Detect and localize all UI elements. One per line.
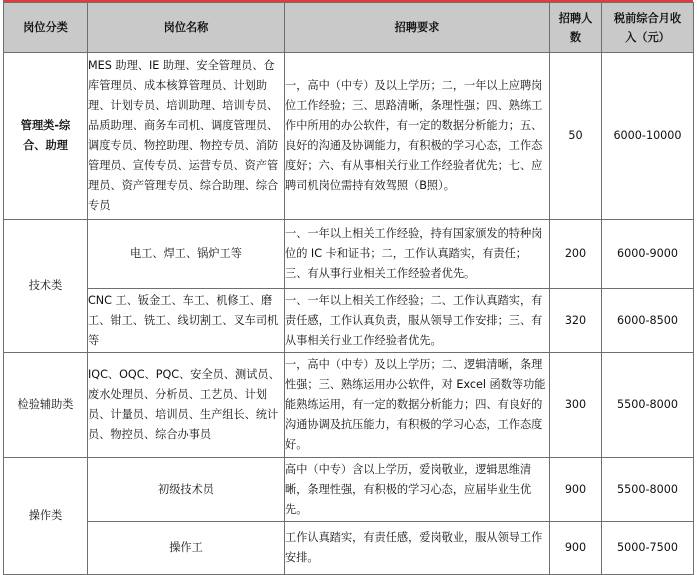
recruitment-table (3, 2, 694, 575)
headcount-cell: 320 (550, 289, 602, 353)
requirements-cell: 一、一年以上相关工作经验；二、工作认真踏实，有责任感，工作认真负责，服从领导工作安排；三、有从事相关行业工作经验者优先。 (285, 289, 550, 353)
requirements-cell: 高中（中专）含以上学历，爱岗敬业，逻辑思维清晰，条理性强，有积极的学习心态，应届毕业生优先。 (285, 458, 550, 522)
position-cell: CNC 工、钣金工、车工、机修工、磨工、钳工、铣工、线切割工、叉车司机等 (88, 289, 285, 353)
header-headcount: 招聘人数 (550, 3, 602, 53)
category-cell: 检验辅助类 (4, 353, 88, 458)
salary-cell: 5500-8000 (602, 458, 694, 522)
table-row (4, 53, 694, 220)
salary-cell: 6000-10000 (602, 53, 694, 220)
table-row (4, 289, 694, 353)
requirements-cell: 工作认真踏实，有责任感，爱岗敬业，服从领导工作安排。 (285, 522, 550, 575)
position-cell: 电工、焊工、锅炉工等 (88, 220, 285, 289)
salary-cell: 5500-8000 (602, 353, 694, 458)
category-cell: 管理类-综合、助理 (4, 53, 88, 220)
table-header-row (4, 3, 694, 53)
salary-cell: 5000-7500 (602, 522, 694, 575)
position-cell: 操作工 (88, 522, 285, 575)
salary-cell: 6000-8500 (602, 289, 694, 353)
salary-cell: 6000-9000 (602, 220, 694, 289)
table-row (4, 458, 694, 522)
category-cell: 技术类 (4, 220, 88, 353)
header-salary: 税前综合月收入（元） (602, 3, 694, 53)
table-row (4, 522, 694, 575)
position-cell: IQC、OQC、PQC、安全员、测试员、废水处理员、分析员、工艺员、计划员、计量员、培训员、生产组长、统计员、物控员、综合办事员 (88, 353, 285, 458)
requirements-cell: 一，高中（中专）及以上学历；二、逻辑清晰，条理性强；三、熟练运用办公软件，对 Excel 函数等功能能熟练运用，有一定的数据分析能力；四、有良好的沟通协调及抗压能力，有积极的学习心态，工作态度好。 (285, 353, 550, 458)
headcount-cell: 900 (550, 458, 602, 522)
header-position: 岗位名称 (88, 3, 285, 53)
position-cell: MES 助理、IE 助理、安全管理员、仓库管理员、成本核算管理员、计划助理、计划专员、培训助理、培训专员、品质助理、商务车司机、调度管理员、调度专员、物控助理、物控专员、消防管理员、宣传专员、运营专员、资产管理员、资产管理专员、综合助理、综合专员 (88, 53, 285, 220)
requirements-cell: 一、一年以上相关工作经验，持有国家颁发的特种岗位的 IC 卡和证书；二，工作认真踏实，有责任；三、有从事行业相关工作经验者优先。 (285, 220, 550, 289)
headcount-cell: 200 (550, 220, 602, 289)
header-category: 岗位分类 (4, 3, 88, 53)
category-cell: 操作类 (4, 458, 88, 575)
headcount-cell: 900 (550, 522, 602, 575)
requirements-cell: 一，高中（中专）及以上学历；二，一年以上应聘岗位工作经验；三、思路清晰，条理性强；四、熟练工作中所用的办公软件，有一定的数据分析能力；五、良好的沟通及协调能力，有积极的学习心态，工作态度好；六、有从事相关行业工作经验者优先；七、应聘司机岗位需持有效驾照（B照）。 (285, 53, 550, 220)
table-row (4, 220, 694, 289)
header-requirements: 招聘要求 (285, 3, 550, 53)
headcount-cell: 50 (550, 53, 602, 220)
table-row (4, 353, 694, 458)
headcount-cell: 300 (550, 353, 602, 458)
position-cell: 初级技术员 (88, 458, 285, 522)
